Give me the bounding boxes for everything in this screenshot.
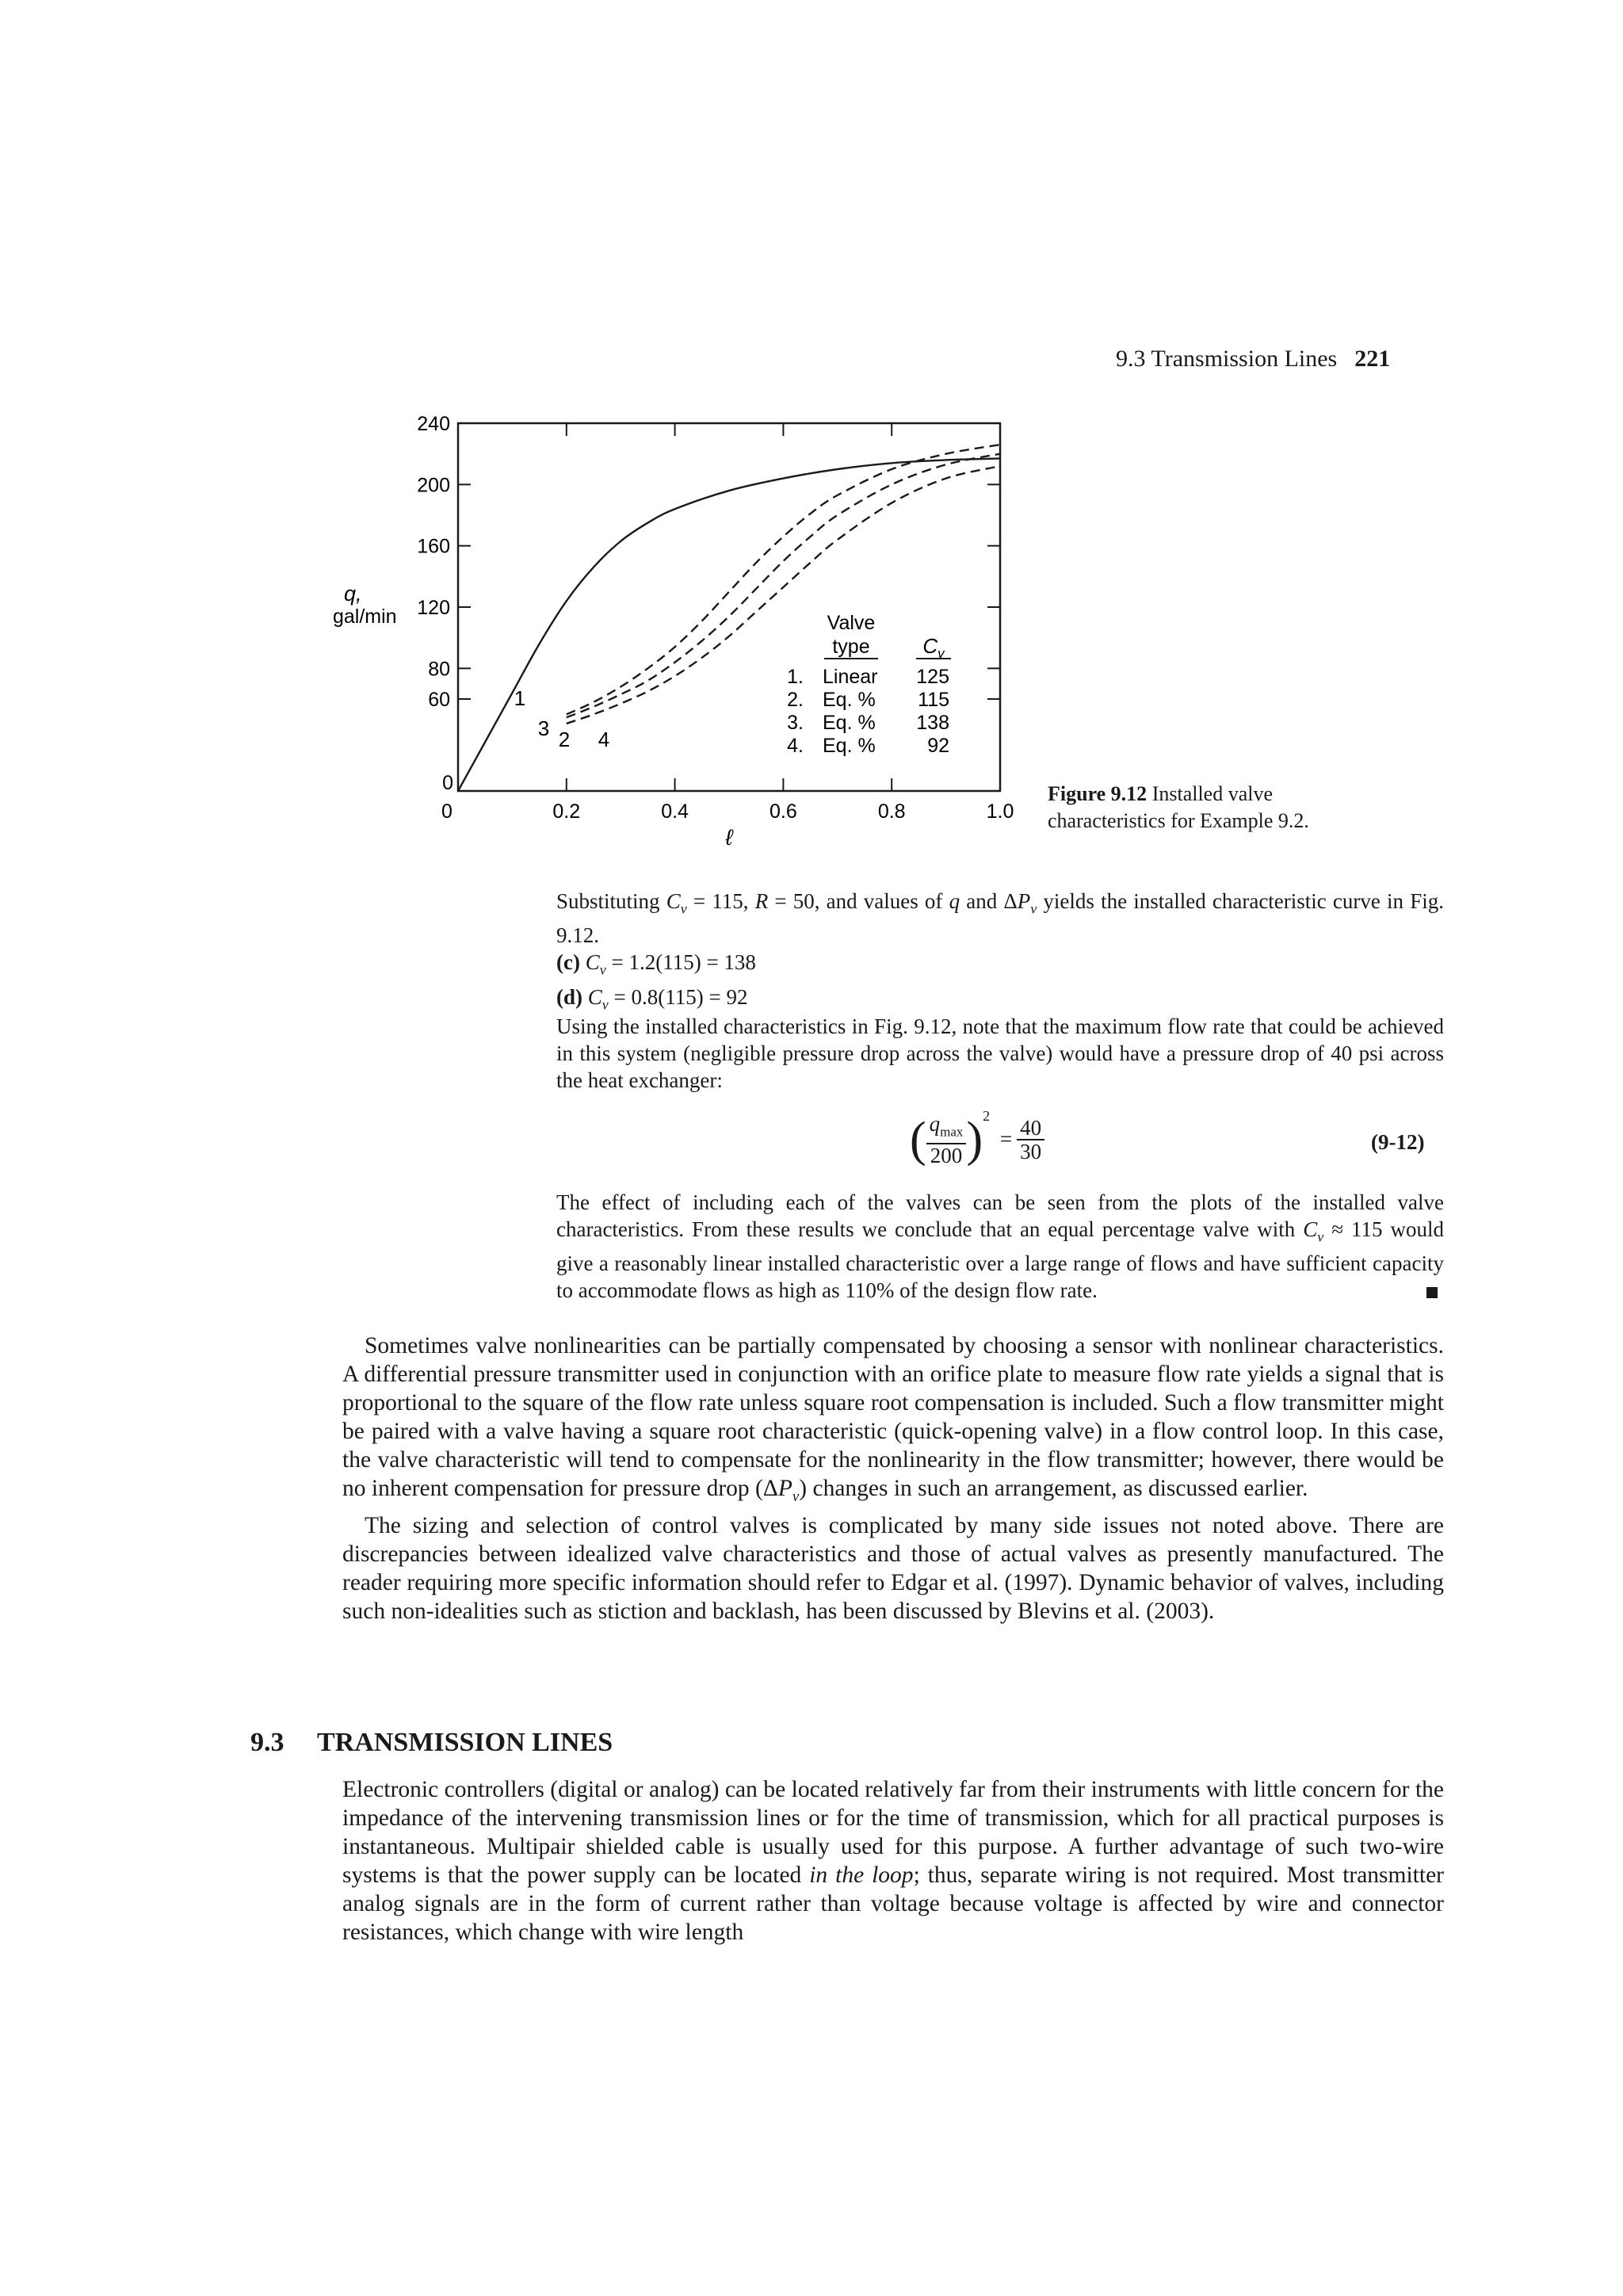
legend-row-number: 3. (787, 712, 804, 734)
body-paragraph-nonlinearities: Sometimes valve nonlinearities can be partially compensated by choosing a sensor with nonlinear characteristics. A differential pressure transmitter used in conjunction with an orifice plate to measure flow rate yields a signal that is proportional to the square of the flow rate unless square root compensation is included. Such a flow transmitter might be paired with a valve having a square root characteristic (quick-opening valve) in a flow control loop. In this case, the valve characteristic will tend to compensate for the nonlinearity in the flow transmitter; however, there would be no inherent compensation for pressure drop $(\Delta P_v)$ changes in such an arrangement, as discussed earlier. The sizing and selection of control valves is complicated by many side issues not noted above. There are discrepancies between idealized valve characteristics and those of actual valves as presently manufactured. The reader requiring more specific information should refer to Edgar et al. (1997). Dynamic behavior of valves, including such non-idealities such as stiction and backlash, has been discussed by Blevins et al. (2003). (342, 1333, 1444, 1624)
legend-row-cv: 115 (918, 689, 949, 711)
legend-row-type: Eq. % (823, 735, 876, 757)
legend-row-cv: 138 (916, 712, 949, 734)
legend-rows (787, 666, 949, 757)
curve-label-4: 4 (598, 728, 610, 751)
legend-row-type: Eq. % (823, 689, 876, 711)
equation-number: (9-12) (1371, 1130, 1425, 1154)
page-number: 221 (1354, 346, 1391, 372)
legend-header-type-line1: Valve (827, 612, 876, 634)
x-tick-label: 0.6 (769, 800, 797, 823)
example-paragraph-substituting: Substituting $C_v = 115$, R = 50, and values of q and $\Delta P_v$ yields the installed characteristic curve in Fig. 9.12. (c) $C_v = 1.2(115) = 138$ (d) $C_v = 0.8(115) = 92$ (556, 888, 1444, 1018)
y-tick-label: 160 (417, 535, 450, 558)
legend-row-cv: 125 (916, 666, 949, 688)
end-of-example-square (1426, 1287, 1438, 1298)
series-curve-1 (458, 458, 1000, 791)
curve-label-1: 1 (514, 686, 526, 710)
legend-row-number: 1. (787, 666, 804, 688)
section-heading (250, 1728, 613, 1758)
x-tick-label: 0 (441, 800, 453, 823)
installed-valve-characteristics-chart (325, 404, 1038, 848)
example-item-d: (d) $C_v = 0.8(115) = 92$ (556, 984, 748, 1013)
y-tick-label: 240 (417, 413, 450, 435)
x-tick-label: 0.8 (877, 800, 906, 823)
y-tick-label: 120 (417, 597, 450, 619)
chart-ticks (417, 413, 1014, 823)
body-paragraph-transmission: Electronic controllers (digital or analog) can be located relatively far from their instruments with little concern for the impedance of the intervening transmission lines or for the time of transmission, which for all practical purposes is instantaneous. Multipair shielded cable is usually used for this purpose. A further advantage of such two-wire systems is that the power supply can be located in the loop; thus, separate wiring is not required. Most transmitter analog signals are in the form of current rather than voltage because voltage is affected by wire and connector resistances, which change with wire length (342, 1777, 1444, 1945)
legend-row-type: Eq. % (823, 712, 876, 734)
equation-9-12: ( $\frac{q_{max}}{200}$ )$^2$ = $\frac{40}{30}$ (910, 1108, 1044, 1167)
legend-row-number: 2. (787, 689, 804, 711)
x-tick-label: 1.0 (986, 800, 1014, 823)
y-tick-label: 0 (442, 772, 453, 794)
y-tick-label: 60 (428, 689, 450, 711)
y-axis-label-units: gal/min (333, 606, 397, 628)
y-tick-label: 80 (428, 658, 450, 681)
curve-label-3: 3 (537, 716, 550, 740)
legend-header-type-line2: type (832, 636, 870, 658)
x-tick-label: 0.2 (552, 800, 581, 823)
header-section-title: 9.3 Transmission Lines (1116, 346, 1338, 372)
running-header (1116, 346, 1390, 372)
example-paragraph-effect: The effect of including each of the valves can be seen from the plots of the installed valve characteristics. From these results we conclude that an equal percentage valve with $C_v \approx 115$ would give a reasonably linear installed characteristic over a large range of flows and have sufficient capacity to accommodate flows as high as 110% of the design flow rate. (556, 1190, 1444, 1303)
y-axis-label-q: q, (344, 582, 362, 606)
chart-legend (787, 612, 951, 757)
example-item-c: (c) $C_v = 1.2(115) = 138$ (556, 950, 756, 978)
legend-row-cv: 92 (927, 735, 949, 757)
caption-text-line2: characteristics for Example 9.2. (1048, 809, 1309, 832)
legend-row-type: Linear (823, 666, 878, 688)
figure-label: Figure 9.12 (1048, 782, 1148, 805)
figure-caption (1048, 781, 1412, 835)
section-number: 9.3 (250, 1728, 285, 1757)
legend-header-cv: $C_v$ (922, 634, 945, 661)
x-axis-label: ℓ (725, 825, 733, 848)
curve-label-2: 2 (558, 728, 571, 751)
y-tick-label: 200 (417, 474, 450, 497)
section-title: TRANSMISSION LINES (317, 1728, 613, 1757)
example-paragraph-using: Using the installed characteristics in Fig. 9.12, note that the maximum flow rate that could be achieved in this system (negligible pressure drop across the valve) would have a pressure drop of 40 psi across the heat exchanger: (556, 1014, 1444, 1092)
caption-text-line1: Installed valve (1151, 782, 1274, 805)
x-tick-label: 0.4 (661, 800, 689, 823)
legend-row-number: 4. (787, 735, 804, 757)
